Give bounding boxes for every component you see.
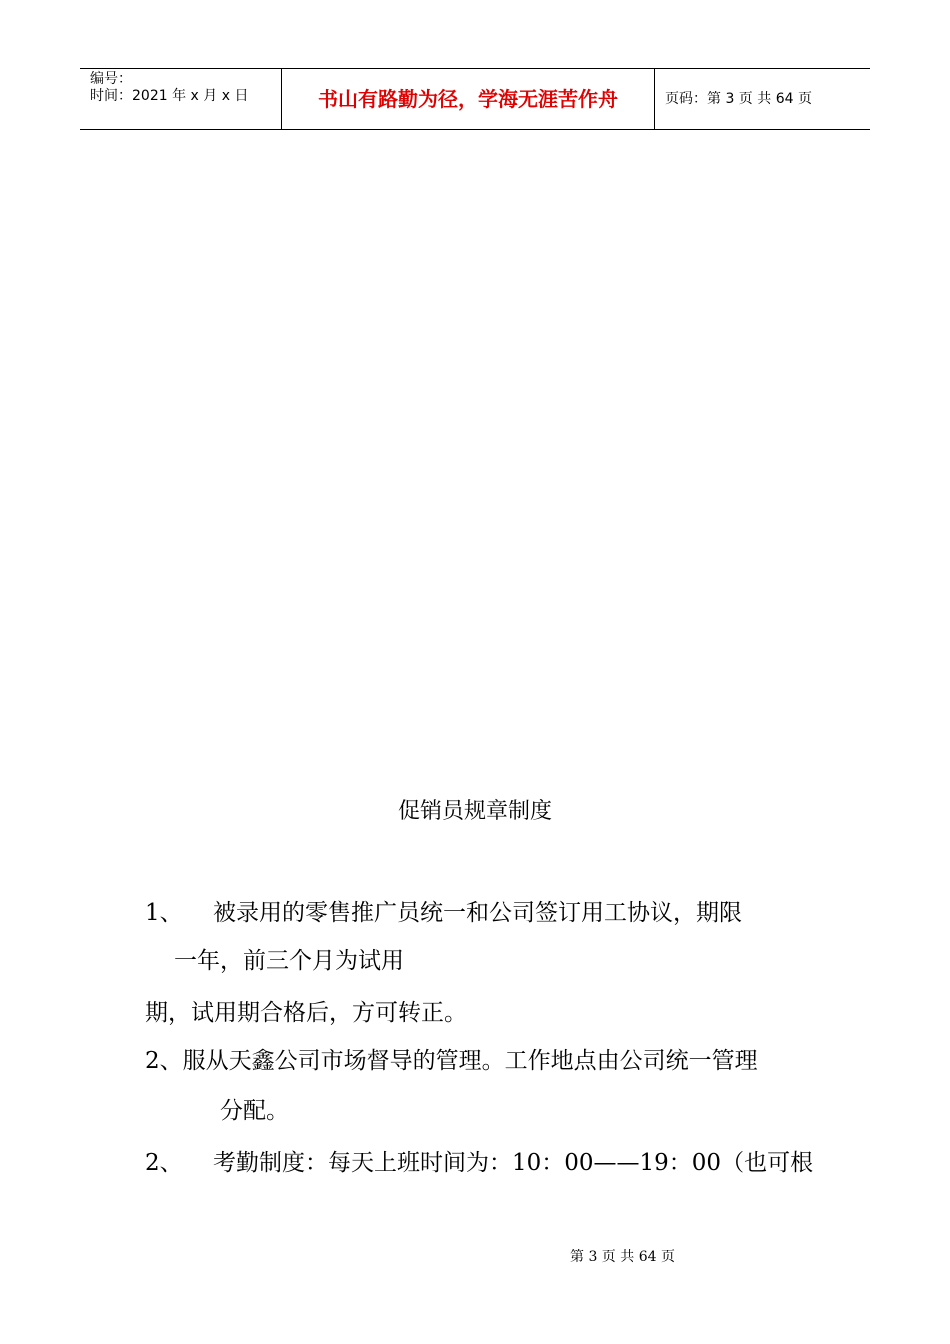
- header-page-number: 页码：第 3 页 共 64 页: [665, 91, 812, 107]
- serial-number-label: 编号：: [90, 71, 132, 87]
- page-header: [80, 68, 870, 130]
- document-title: 促销员规章制度: [397, 799, 552, 824]
- header-motto-cell: [282, 69, 655, 129]
- rule-2-line-1: 2、服从天鑫公司市场督导的管理。工作地点由公司统一管理: [145, 1048, 758, 1074]
- footer-page-number: 第 3 页 共 64 页: [570, 1249, 675, 1265]
- header-page-cell: [655, 69, 870, 129]
- rule-1-line-1: [145, 898, 742, 928]
- rule-3-text: 考勤制度：每天上班时间为：10：00——19：00（也可根: [213, 1150, 814, 1176]
- rule-1-number: 1、: [145, 900, 183, 926]
- rule-3-number: 2、: [145, 1150, 183, 1176]
- date-label: 时间：2021 年 x 月 x 日: [90, 88, 249, 104]
- header-meta-cell: [80, 69, 282, 129]
- rule-2-line-2: 分配。: [220, 1098, 289, 1124]
- rule-3-line-1: [145, 1148, 813, 1178]
- page-footer: [0, 1248, 950, 1266]
- rule-1-line-3: 期，试用期合格后，方可转正。: [145, 1000, 467, 1026]
- rule-1-text: 被录用的零售推广员统一和公司签订用工协议，期限: [213, 900, 742, 926]
- rule-1-line-2: 一年，前三个月为试用: [174, 948, 404, 974]
- header-motto: 书山有路勤为径，学海无涯苦作舟: [318, 87, 618, 111]
